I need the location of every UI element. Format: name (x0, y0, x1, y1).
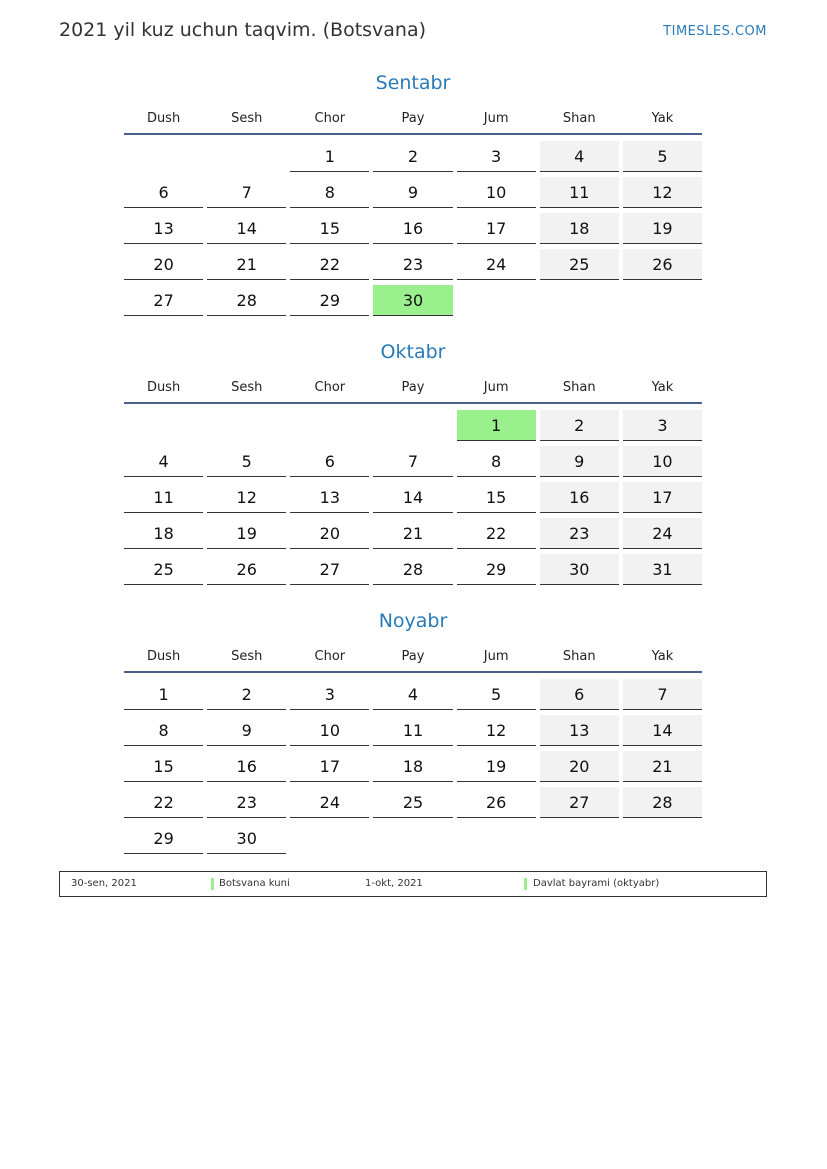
day-cell: 27 (290, 554, 369, 585)
day-cell: 15 (124, 751, 203, 782)
holiday-legend (59, 871, 767, 897)
weekday-label: Dush (146, 649, 181, 664)
day-cell-weekend: 14 (623, 715, 702, 746)
day-cell: 1 (290, 141, 369, 172)
day-cell: 29 (457, 554, 536, 585)
weekday-label: Pay (401, 380, 425, 395)
brand-link[interactable]: TIMESLES.COM (663, 24, 767, 39)
legend-date: 1-okt, 2021 (365, 878, 423, 889)
empty-cell (540, 285, 619, 316)
weekday-label: Chor (314, 111, 346, 126)
weekday-label: Yak (651, 649, 674, 664)
empty-cell (124, 410, 203, 441)
empty-cell (457, 823, 536, 854)
day-cell-holiday: 1 (457, 410, 536, 441)
day-cell: 21 (207, 249, 286, 280)
month-october (122, 339, 704, 588)
day-cell-weekend: 6 (540, 679, 619, 710)
day-cell: 14 (373, 482, 452, 513)
weekday-label: Jum (483, 649, 509, 664)
day-cell: 10 (457, 177, 536, 208)
day-cell: 30 (207, 823, 286, 854)
day-cell: 17 (290, 751, 369, 782)
weekday-label: Shan (562, 649, 596, 664)
day-cell-weekend: 25 (540, 249, 619, 280)
day-cell-weekend: 7 (623, 679, 702, 710)
day-cell: 5 (457, 679, 536, 710)
empty-cell (623, 285, 702, 316)
day-cell: 13 (290, 482, 369, 513)
header-rule (124, 671, 702, 673)
weekday-header (122, 104, 704, 133)
day-cell: 12 (207, 482, 286, 513)
page-title: 2021 yil kuz uchun taqvim. (Botsvana) (59, 19, 427, 41)
legend-holiday-name: Botsvana kuni (219, 878, 290, 889)
month-title: Oktabr (380, 341, 446, 363)
day-cell-weekend: 2 (540, 410, 619, 441)
day-cell: 15 (290, 213, 369, 244)
day-cell: 11 (373, 715, 452, 746)
day-cell-weekend: 12 (623, 177, 702, 208)
day-cell: 20 (124, 249, 203, 280)
empty-cell (373, 410, 452, 441)
day-cell: 22 (457, 518, 536, 549)
legend-holiday-name: Davlat bayrami (oktyabr) (533, 878, 660, 889)
header-rule (124, 133, 702, 135)
day-cell: 23 (207, 787, 286, 818)
weekday-label: Chor (314, 649, 346, 664)
day-cell: 7 (373, 446, 452, 477)
empty-cell (290, 823, 369, 854)
day-cell-weekend: 24 (623, 518, 702, 549)
weekday-header (122, 373, 704, 402)
weekday-label: Shan (562, 380, 596, 395)
day-cell-weekend: 27 (540, 787, 619, 818)
day-cell: 17 (457, 213, 536, 244)
month-title: Sentabr (375, 72, 451, 94)
day-cell: 22 (124, 787, 203, 818)
empty-cell (124, 141, 203, 172)
weekday-label: Yak (651, 111, 674, 126)
day-cell-weekend: 3 (623, 410, 702, 441)
header-rule (124, 402, 702, 404)
weekday-label: Shan (562, 111, 596, 126)
legend-swatch (524, 878, 527, 890)
day-cell: 29 (290, 285, 369, 316)
empty-cell (207, 410, 286, 441)
day-cell: 7 (207, 177, 286, 208)
day-cell-weekend: 26 (623, 249, 702, 280)
empty-cell (540, 823, 619, 854)
day-cell: 5 (207, 446, 286, 477)
day-cell-holiday: 30 (373, 285, 452, 316)
day-cell: 1 (124, 679, 203, 710)
day-cell: 19 (207, 518, 286, 549)
day-cell-weekend: 18 (540, 213, 619, 244)
day-cell: 29 (124, 823, 203, 854)
day-cell-weekend: 4 (540, 141, 619, 172)
empty-cell (457, 285, 536, 316)
weekday-label: Sesh (231, 649, 263, 664)
day-cell: 18 (373, 751, 452, 782)
empty-cell (373, 823, 452, 854)
day-cell: 24 (457, 249, 536, 280)
day-cell: 26 (457, 787, 536, 818)
day-grid (122, 677, 704, 857)
day-cell-weekend: 11 (540, 177, 619, 208)
month-september (122, 70, 704, 319)
day-cell: 25 (373, 787, 452, 818)
day-cell-weekend: 16 (540, 482, 619, 513)
day-cell: 6 (290, 446, 369, 477)
weekday-label: Dush (146, 380, 181, 395)
day-cell: 2 (373, 141, 452, 172)
day-cell: 10 (290, 715, 369, 746)
day-cell-weekend: 19 (623, 213, 702, 244)
weekday-label: Jum (483, 111, 509, 126)
weekday-label: Pay (401, 649, 425, 664)
legend-date: 30-sen, 2021 (71, 878, 137, 889)
weekday-label: Sesh (231, 111, 263, 126)
day-cell: 21 (373, 518, 452, 549)
day-cell-weekend: 28 (623, 787, 702, 818)
weekday-label: Sesh (231, 380, 263, 395)
empty-cell (207, 141, 286, 172)
day-cell: 15 (457, 482, 536, 513)
weekday-label: Pay (401, 111, 425, 126)
day-cell: 28 (373, 554, 452, 585)
day-cell-weekend: 30 (540, 554, 619, 585)
day-cell: 19 (457, 751, 536, 782)
day-cell-weekend: 20 (540, 751, 619, 782)
month-title: Noyabr (378, 610, 448, 632)
day-grid (122, 139, 704, 319)
weekday-label: Jum (483, 380, 509, 395)
day-cell: 8 (124, 715, 203, 746)
day-cell: 4 (373, 679, 452, 710)
day-cell-weekend: 21 (623, 751, 702, 782)
weekday-label: Yak (651, 380, 674, 395)
day-grid (122, 408, 704, 588)
day-cell: 22 (290, 249, 369, 280)
day-cell: 23 (373, 249, 452, 280)
day-cell: 12 (457, 715, 536, 746)
day-cell: 2 (207, 679, 286, 710)
month-november (122, 608, 704, 857)
legend-swatch (211, 878, 214, 890)
day-cell: 16 (373, 213, 452, 244)
day-cell-weekend: 10 (623, 446, 702, 477)
day-cell-weekend: 9 (540, 446, 619, 477)
day-cell: 18 (124, 518, 203, 549)
day-cell: 8 (290, 177, 369, 208)
weekday-label: Dush (146, 111, 181, 126)
day-cell: 6 (124, 177, 203, 208)
day-cell: 11 (124, 482, 203, 513)
day-cell: 26 (207, 554, 286, 585)
day-cell-weekend: 5 (623, 141, 702, 172)
day-cell-weekend: 13 (540, 715, 619, 746)
day-cell: 14 (207, 213, 286, 244)
day-cell-weekend: 31 (623, 554, 702, 585)
day-cell: 28 (207, 285, 286, 316)
day-cell: 8 (457, 446, 536, 477)
weekday-label: Chor (314, 380, 346, 395)
day-cell-weekend: 23 (540, 518, 619, 549)
day-cell: 20 (290, 518, 369, 549)
day-cell: 9 (207, 715, 286, 746)
day-cell: 25 (124, 554, 203, 585)
day-cell: 24 (290, 787, 369, 818)
day-cell: 9 (373, 177, 452, 208)
empty-cell (623, 823, 702, 854)
day-cell: 3 (457, 141, 536, 172)
day-cell: 13 (124, 213, 203, 244)
weekday-header (122, 642, 704, 671)
day-cell-weekend: 17 (623, 482, 702, 513)
day-cell: 27 (124, 285, 203, 316)
day-cell: 16 (207, 751, 286, 782)
day-cell: 3 (290, 679, 369, 710)
day-cell: 4 (124, 446, 203, 477)
empty-cell (290, 410, 369, 441)
